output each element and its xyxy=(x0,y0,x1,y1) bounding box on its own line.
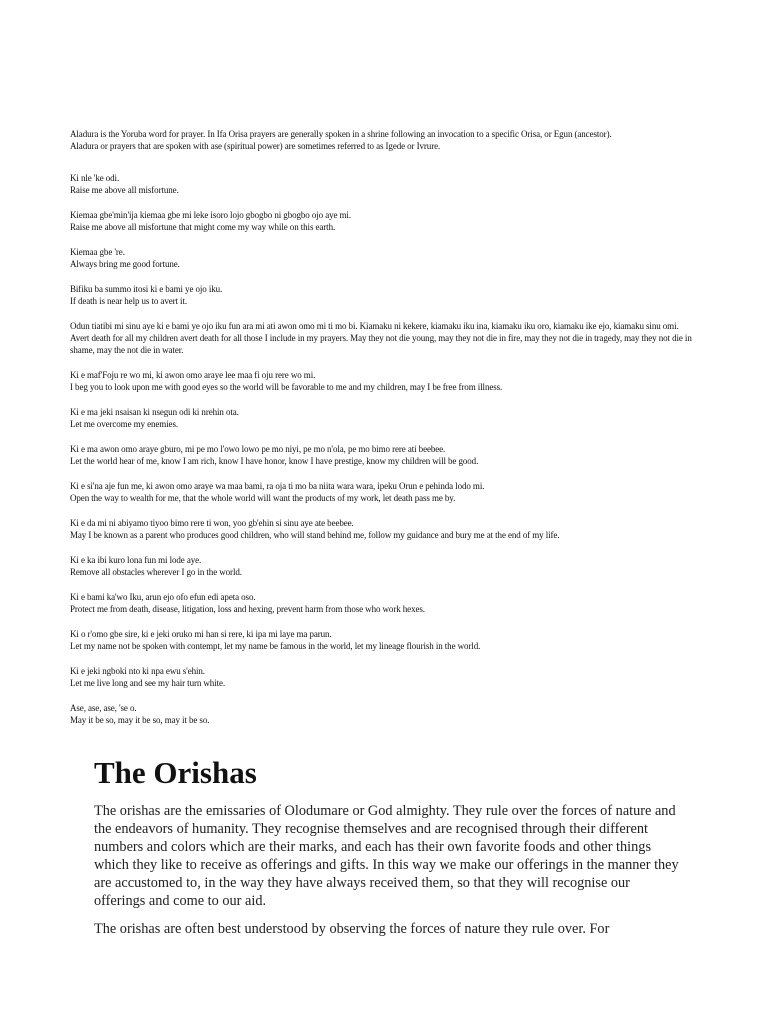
prayer-english: May I be known as a parent who produces good children, who will stand behind me, follow my guidance and bury me at the end of my life. xyxy=(70,530,560,540)
prayer-item xyxy=(70,246,710,270)
prayer-yoruba: Kiemaa gbe 're. xyxy=(70,247,125,257)
section-body xyxy=(94,802,684,948)
prayer-yoruba: Ki e ma awon omo araye gburo, mi pe mo l'owo lowo pe mo niyi, pe mo n'ola, pe mo bimo rere ati beebee. xyxy=(70,444,446,454)
prayer-english: Always bring me good fortune. xyxy=(70,259,180,269)
prayer-item xyxy=(70,517,710,541)
intro-line: Aladura is the Yoruba word for prayer. In Ifa Orisa prayers are generally spoken in a shrine following an invocation to a specific Orisa, or Egun (ancestor). xyxy=(70,129,612,139)
prayer-item xyxy=(70,320,710,356)
prayer-english: Let the world hear of me, know I am rich, know I have honor, know I have prestige, know my children will be good. xyxy=(70,456,479,466)
section-heading: The Orishas xyxy=(94,755,257,790)
prayer-english: I beg you to look upon me with good eyes so the world will be favorable to me and my children, may I be free from illness. xyxy=(70,382,503,392)
prayer-yoruba: Ki o r'omo gbe sire, ki e jeki oruko mi han si rere, ki ipa mi laye ma parun. xyxy=(70,629,332,639)
prayer-item xyxy=(70,554,710,578)
prayer-section xyxy=(70,128,710,739)
prayer-yoruba: Ki e bami ka'wo Iku, arun ejo ofo efun edi apeta oso. xyxy=(70,592,256,602)
prayer-yoruba: Kiemaa gbe'min'ija kiemaa gbe mi leke isoro lojo gbogbo ni gbogbo ojo aye mi. xyxy=(70,210,351,220)
prayer-english: Avert death for all my children avert death for all those I include in my prayers. May they not die young, may they not die in fire, may they not die in tragedy, may they not die in shame, may the not die in water. xyxy=(70,333,692,355)
prayer-english: May it be so, may it be so, may it be so. xyxy=(70,715,210,725)
prayer-yoruba: Ki e ma jeki nsaisan ki nsegun odi ki nrehin ota. xyxy=(70,407,239,417)
prayer-item xyxy=(70,406,710,430)
prayer-yoruba: Ki e si'na aje fun me, ki awon omo araye wa maa bami, ra oja ti mo ba niita wara wara, ipeku Orun e pehinda lodo mi. xyxy=(70,481,485,491)
prayer-item xyxy=(70,702,710,726)
prayer-english: Protect me from death, disease, litigation, loss and hexing, prevent harm from those who work hexes. xyxy=(70,604,425,614)
prayer-english: Let my name not be spoken with contempt, let my name be famous in the world, let my lineage flourish in the world. xyxy=(70,641,481,651)
prayer-item xyxy=(70,443,710,467)
prayer-item xyxy=(70,283,710,307)
prayer-yoruba: Odun tiatibi mi sinu aye ki e bami ye ojo iku fun ara mi ati awon omo mi ti mo bi. Kiamaku ni kekere, kiamaku iku ina, kiamaku iku oro, kiamaku ike ejo, kiamaku sinu omi. xyxy=(70,321,679,331)
prayer-english: Raise me above all misfortune. xyxy=(70,185,179,195)
prayer-yoruba: Ase, ase, ase, 'se o. xyxy=(70,703,137,713)
prayer-item xyxy=(70,665,710,689)
body-paragraph: The orishas are often best understood by observing the forces of nature they rule over. For xyxy=(94,921,610,937)
prayer-yoruba: Bifiku ba summo itosi ki e bami ye ojo iku. xyxy=(70,284,223,294)
prayer-english: Raise me above all misfortune that might come my way while on this earth. xyxy=(70,222,336,232)
prayer-item xyxy=(70,480,710,504)
prayer-item xyxy=(70,172,710,196)
prayer-item xyxy=(70,209,710,233)
prayer-yoruba: Ki nle 'ke odi. xyxy=(70,173,120,183)
prayer-yoruba: Ki e maf'Foju re wo mi, ki awon omo araye lee maa fi oju rere wo mi. xyxy=(70,370,316,380)
prayer-english: Open the way to wealth for me, that the whole world will want the products of my work, let death pass me by. xyxy=(70,493,456,503)
intro-line: Aladura or prayers that are spoken with ase (spiritual power) are sometimes referred to as Igede or Ivrure. xyxy=(70,141,441,151)
intro-paragraph xyxy=(70,128,710,152)
prayer-english: Let me overcome my enemies. xyxy=(70,419,179,429)
prayer-english: If death is near help us to avert it. xyxy=(70,296,188,306)
body-paragraph: The orishas are the emissaries of Olodumare or God almighty. They rule over the forces of nature and the endeavors of humanity. They recognise themselves and are recognised through their different numbers and colors which are their marks, and each has their own favorite foods and other things which they like to receive as offerings and gifts. In this way we make our offerings in the manner they are accustomed to, in the way they have always received them, so that they will recognise our offerings and come to our aid. xyxy=(94,803,679,909)
prayer-yoruba: Ki e jeki ngboki nto ki npa ewu s'ehin. xyxy=(70,666,205,676)
prayer-item xyxy=(70,628,710,652)
prayer-item xyxy=(70,591,710,615)
prayer-english: Let me live long and see my hair turn white. xyxy=(70,678,226,688)
prayer-yoruba: Ki e da mi ni abiyamo tiyoo bimo rere ti won, yoo gb'ehin si sinu aye ate beebee. xyxy=(70,518,354,528)
prayer-english: Remove all obstacles wherever I go in the world. xyxy=(70,567,242,577)
prayer-yoruba: Ki e ka ibi kuro lona fun mi lode aye. xyxy=(70,555,202,565)
prayer-item xyxy=(70,369,710,393)
